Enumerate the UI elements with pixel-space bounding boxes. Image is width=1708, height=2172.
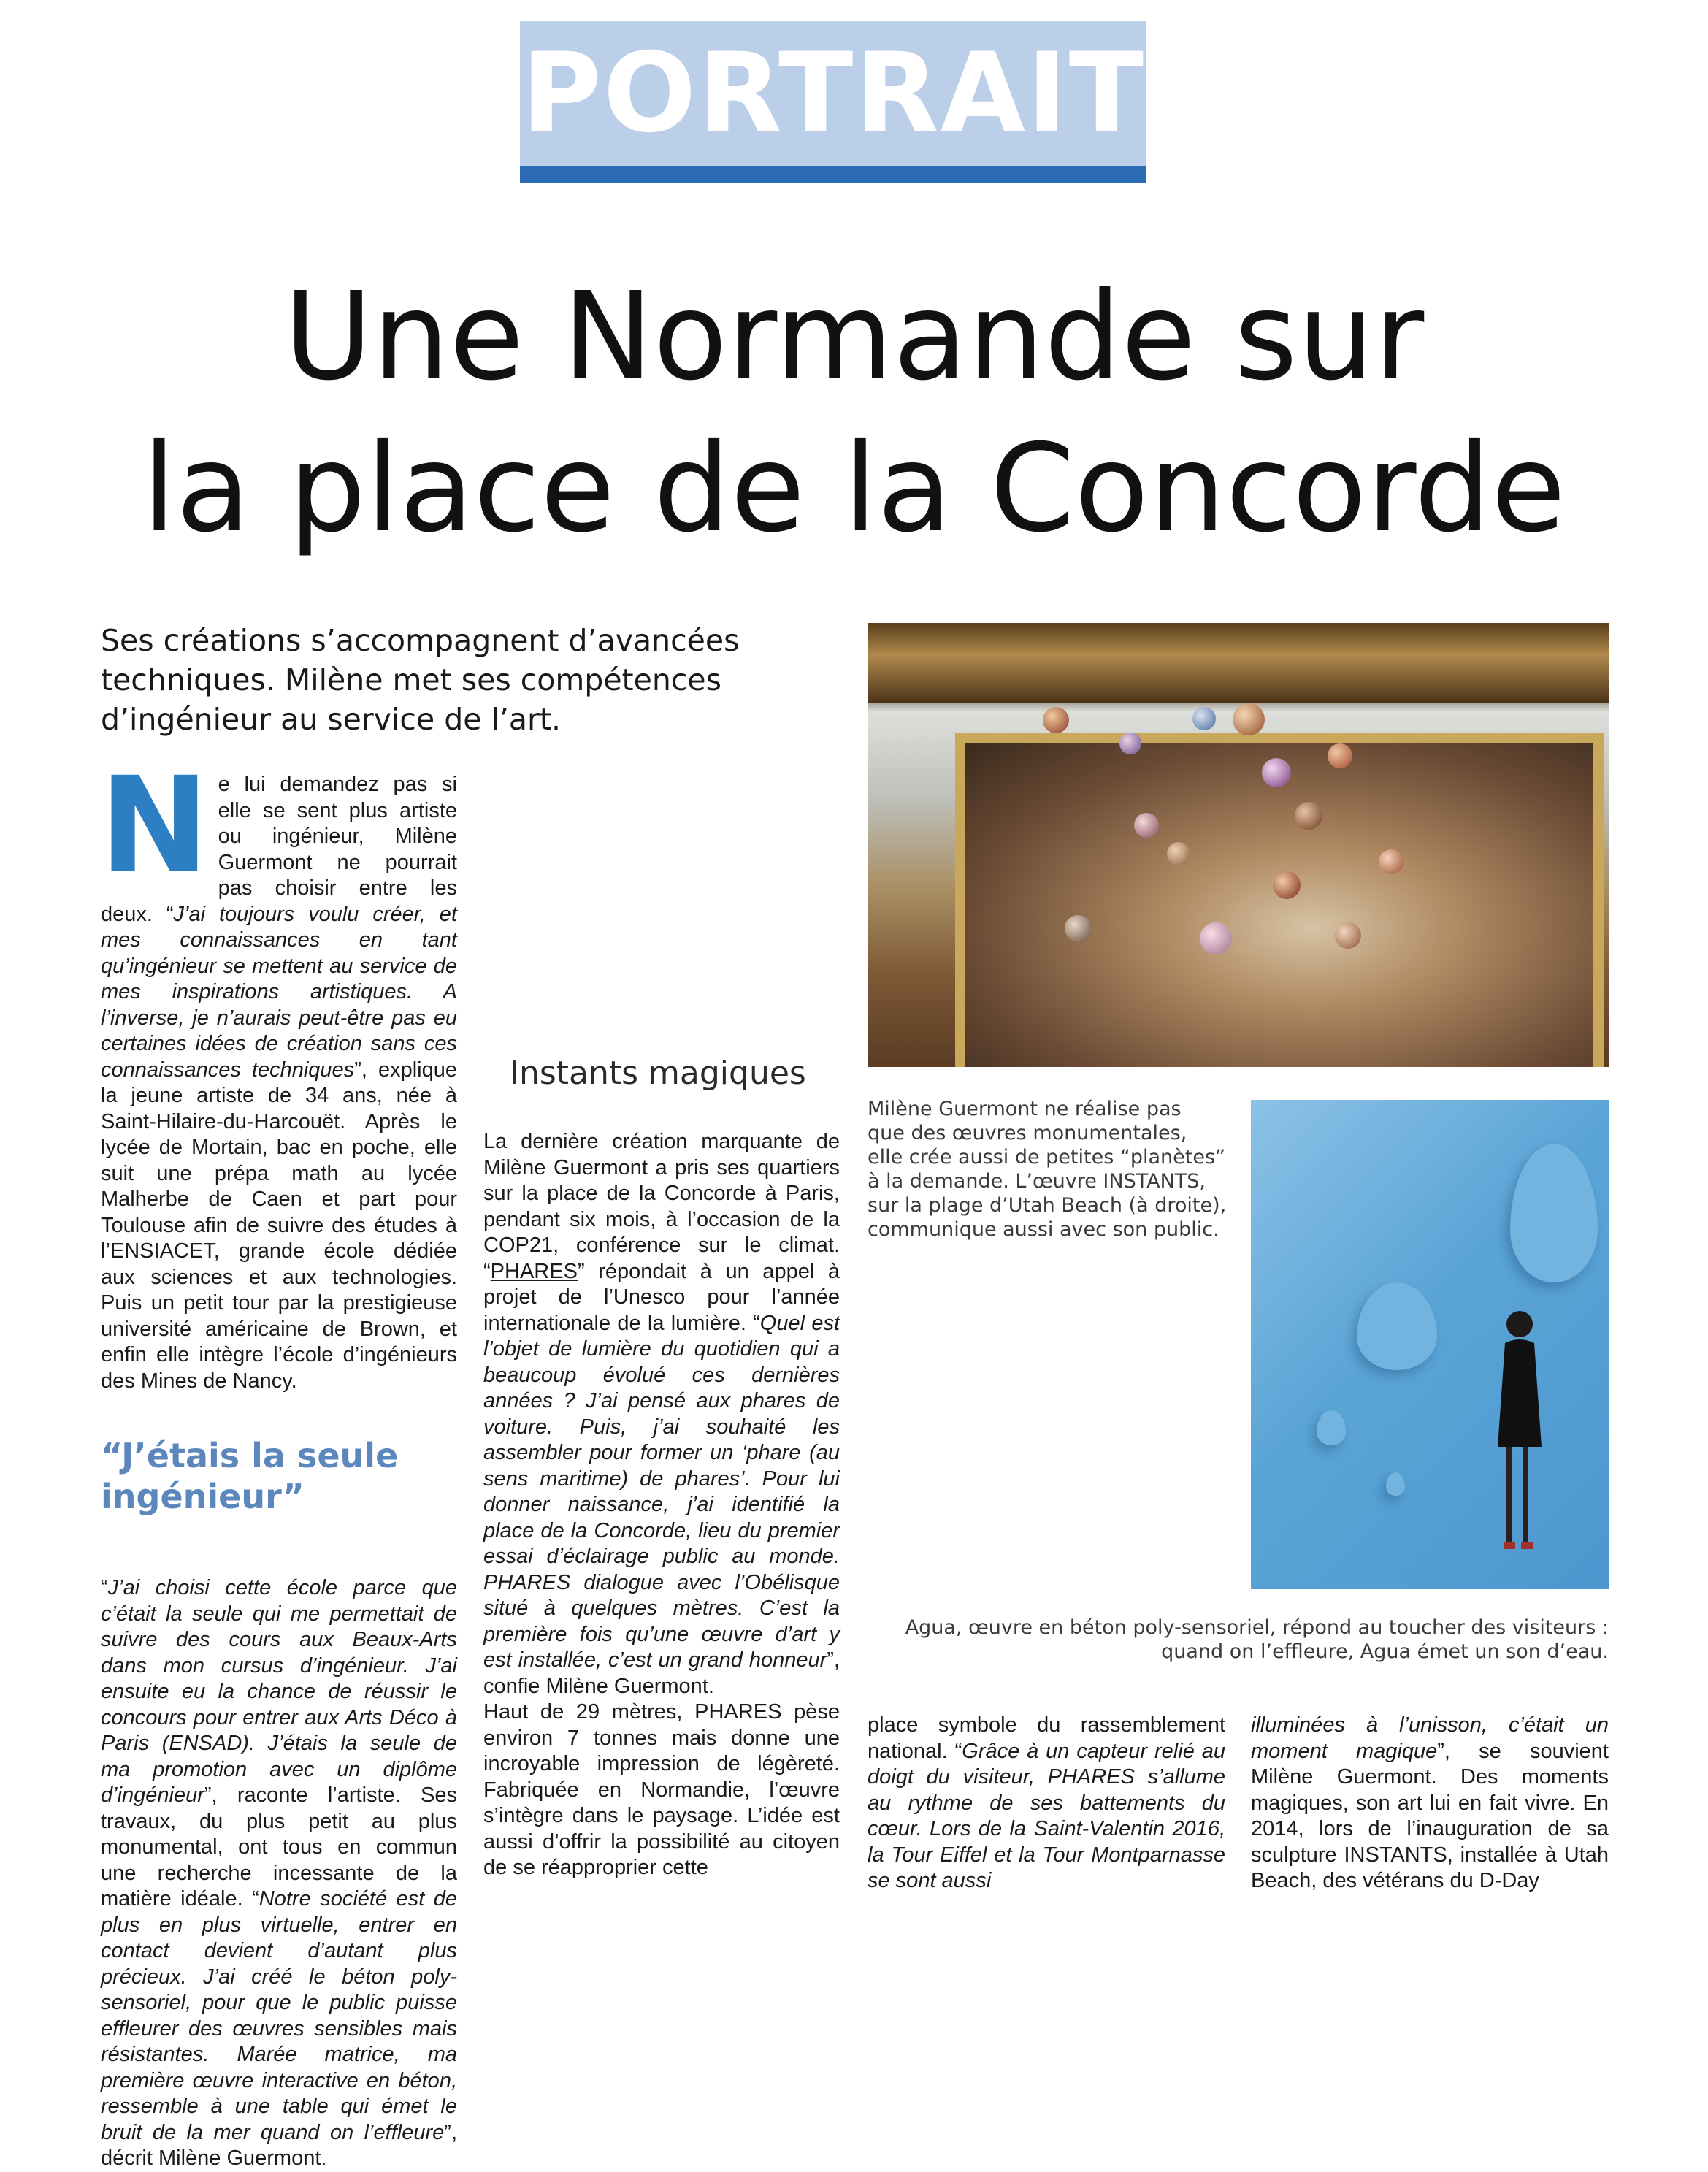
standfirst-line-1: Ses créations s’accompagnent d’avancées [101, 623, 740, 658]
quote-run: Grâce à un capteur relié au doigt du visiteur, PHARES s’allume au rythme de ses battements du cœur. Lors de la Saint-Valentin 2016, la Tour Eiffel et la Tour Montparnasse se sont aussi [868, 1739, 1225, 1892]
paragraph-phares-weight: Haut de 29 mètres, PHARES pèse environ 7 tonnes mais donne une incroyable impression de légèreté. Fabriquée en Normandie, l’œuvre s’intègre dans le paysage. L’idée est aussi d’offrir la possibilité au citoyen de se réapproprier cette [483, 1700, 840, 1879]
caption-line: quand on l’effleure, Agua émet un son d’eau. [1161, 1640, 1609, 1663]
headline-line-2: la place de la Concorde [142, 418, 1566, 559]
headline [0, 261, 1708, 565]
quote-run: J’ai choisi cette école parce que c’était la seule qui me permettait de suivre des cours aux Beaux-Arts dans mon cursus d’ingénieur. J’ai ensuite eu la chance de réussir le concours pour entrer aux Arts Déco à Paris (ENSAD). J’étais la seule de ma promotion avec un diplôme d’ingénieur [101, 1576, 457, 1807]
caption-line: que des œuvres monumentales, [868, 1122, 1187, 1144]
standfirst-line-3: d’ingénieur au service de l’art. [101, 702, 561, 737]
planet-orb [1043, 707, 1069, 733]
water-drop [1357, 1282, 1437, 1370]
headline-line-1: Une Normande sur [283, 267, 1425, 408]
section-tag [520, 21, 1146, 183]
photo-ceiling [868, 623, 1609, 703]
caption-line: Agua, œuvre en béton poly-sensoriel, répond au toucher des visiteurs : [905, 1616, 1609, 1639]
phares-link[interactable]: PHARES [490, 1259, 578, 1283]
quote-run: Quel est l’objet de lumière du quotidien qui a beaucoup évolué ces dernières années ? J’ai pensé aux phares de voiture. Puis, j’ai souhaité les assembler pour former un ‘phare (au sens maritime) de phares’. Pour lui donner naissance, j’ai identifié la place de la Concorde, lieu du premier essai d’éclairage public au monde. PHARES dialogue avec l’Obélisque situé à quelques mètres. C’est la première fois qu’une œuvre d’art y est installée, c’est un grand honneur [483, 1311, 840, 1672]
planet-orb [1295, 802, 1322, 830]
text-run: ” répondait à un appel à projet de l’Unesco pour l’année internationale de la lumière. “ [483, 1259, 840, 1335]
artist-figure [1485, 1308, 1550, 1556]
column-2-lead-space [483, 772, 840, 1031]
paragraph-phares [483, 1129, 840, 1699]
quote-run: J’ai toujours voulu créer, et mes connaissances en tant qu’ingénieur se mettent au service de mes inspirations artistiques. A l’inverse, je n’aurais peut-être pas eu certaines idées de création sans ces connaissances techniques [101, 902, 457, 1082]
standfirst-line-2: techniques. Milène met ses compétences [101, 662, 721, 697]
planets-installation-photo [868, 623, 1609, 1067]
planet-orb [1167, 842, 1190, 865]
text-run: ”, se souvient Milène Guermont. Des moments magiques, son art lui en fait vivre. En 2014, lors de l’inauguration de sa sculpture INSTANTS, installée à Utah Beach, des vétérans du D-Day [1251, 1739, 1609, 1892]
caption-line: elle crée aussi de petites “planètes” [868, 1146, 1226, 1169]
water-drop [1317, 1410, 1346, 1445]
planet-orb [1065, 915, 1091, 941]
text-run: e lui demandez pas si elle se sent plus artiste ou ingénieur, Milène Guermont ne pourrait pas choisir entre les deux. “ [101, 773, 457, 926]
article-column-1 [99, 749, 457, 2172]
planet-orb [1192, 707, 1216, 730]
text-run: place symbole du rassemblement national. “ [868, 1713, 1225, 1763]
planet-orb [1119, 733, 1141, 754]
caption-agua [868, 1615, 1609, 1664]
paragraph-utah-beach [1251, 1713, 1609, 1894]
text-run: “ [101, 1576, 108, 1599]
text-run: ”, décrit Milène Guermont. [101, 2120, 457, 2170]
planet-orb [1134, 813, 1159, 838]
paragraph-symbol [868, 1713, 1225, 1894]
water-drop [1510, 1144, 1598, 1282]
planet-orb [1233, 703, 1265, 735]
section-tag-underline [520, 166, 1146, 183]
caption-line: à la demande. L’œuvre INSTANTS, [868, 1170, 1206, 1193]
paragraph-intro [99, 749, 457, 1394]
article-column-2 [483, 772, 840, 1881]
caption-planets [868, 1097, 1240, 1242]
drop-cap: N [99, 749, 210, 902]
caption-line: sur la plage d’Utah Beach (à droite), [868, 1194, 1227, 1217]
planet-orb [1335, 922, 1361, 949]
planet-orb [1379, 849, 1403, 874]
planet-orb [1200, 922, 1232, 955]
text-run: La dernière création marquante de Milène Guermont a pris ses quartiers sur la place de la Concorde à Paris, pendant six mois, à l’occasion de la COP21, conférence sur le climat. “ [483, 1130, 840, 1283]
caption-line: communique aussi avec son public. [868, 1218, 1219, 1241]
planet-orb [1273, 871, 1301, 899]
standfirst [101, 621, 860, 739]
interhead-quote: “J’étais la seule ingénieur” [101, 1436, 399, 1516]
text-run: ”, confie Milène Guermont. [483, 1648, 840, 1698]
planet-orb [1262, 758, 1291, 787]
text-run: ”, raconte l’artiste. Ses travaux, du plus petit au plus monumental, ont tous en commun une recherche incessante de la matière idéale. “ [101, 1783, 457, 1911]
section-tag-label: PORTRAIT [521, 30, 1146, 157]
agua-artwork-photo [1251, 1100, 1609, 1589]
quote-run: illuminées à l’unisson, c’était un moment magique [1251, 1713, 1609, 1763]
article-column-4 [1251, 1713, 1609, 1894]
water-drop [1386, 1472, 1405, 1496]
planet-orb [1328, 743, 1352, 768]
text-run: ”, explique la jeune artiste de 34 ans, née à Saint-Hilaire-du-Harcouët. Après le lycée de Mortain, bac en poche, elle suit une prépa math au lycée Malherbe de Caen et part pour Toulouse afin de suivre des études à l’ENSIACET, grande école dédiée aux sciences et aux technologies. Puis un petit tour par la prestigieuse université américaine de Brown, et enfin elle intègre l’école d’ingénieurs des Mines de Nancy. [101, 1058, 457, 1393]
subhead-instants-magiques: Instants magiques [510, 1055, 806, 1092]
quote-run: Notre société est de plus en plus virtuelle, entrer en contact devient d’autant plus précieux. J’ai créé le béton poly-sensoriel, pour que le public puisse effleurer des œuvres sensibles mais résistantes. Marée matrice, ma première œuvre interactive en béton, ressemble à une table qui émet le bruit de la mer quand on l’effleure [101, 1887, 457, 2144]
paragraph-school [101, 1575, 457, 2172]
caption-line: Milène Guermont ne réalise pas [868, 1098, 1182, 1120]
article-column-3 [868, 1713, 1225, 1894]
